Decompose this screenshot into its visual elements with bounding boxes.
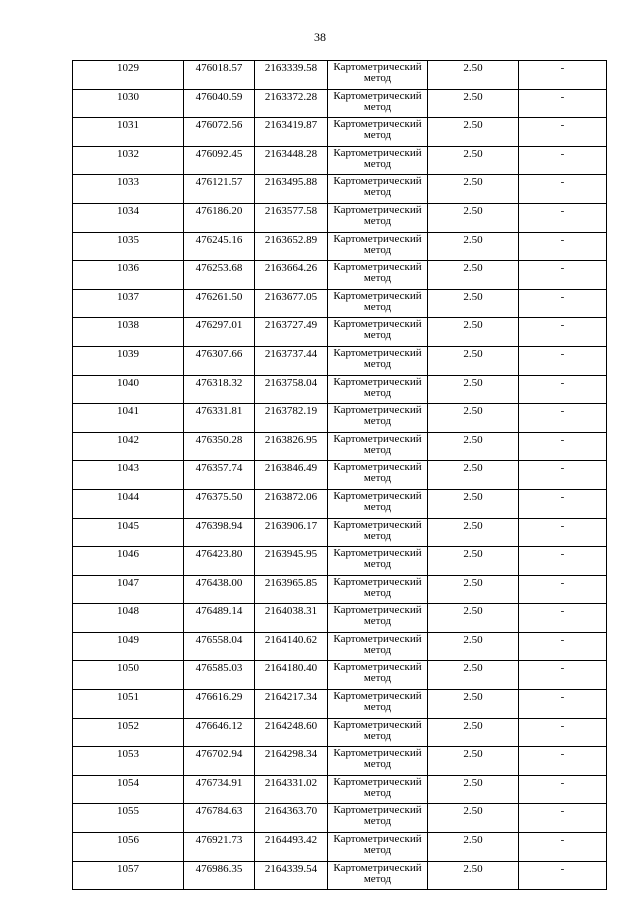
note-cell: - xyxy=(519,203,607,232)
accuracy-cell: 2.50 xyxy=(428,203,519,232)
y-coordinate-cell: 2163495.88 xyxy=(255,175,328,204)
y-coordinate-cell: 2163664.26 xyxy=(255,261,328,290)
method-line-2: метод xyxy=(363,872,392,885)
method-line-1: Картометрический xyxy=(333,261,422,274)
point-number-cell: 1034 xyxy=(73,203,184,232)
method-line-1: Картометрический xyxy=(333,661,422,674)
method-cell xyxy=(328,718,428,747)
method-cell xyxy=(328,575,428,604)
note-cell: - xyxy=(519,261,607,290)
method-cell xyxy=(328,604,428,633)
method-cell xyxy=(328,61,428,90)
note-cell: - xyxy=(519,432,607,461)
accuracy-cell: 2.50 xyxy=(428,404,519,433)
method-cell xyxy=(328,547,428,576)
method-line-2: метод xyxy=(363,443,392,456)
method-line-1: Картометрический xyxy=(333,203,422,216)
method-line-1: Картометрический xyxy=(333,175,422,188)
x-coordinate-cell: 476331.81 xyxy=(184,404,255,433)
point-number-cell: 1036 xyxy=(73,261,184,290)
method-line-1: Картометрический xyxy=(333,718,422,731)
note-cell: - xyxy=(519,489,607,518)
method-line-1: Картометрический xyxy=(333,61,422,73)
x-coordinate-cell: 476616.29 xyxy=(184,690,255,719)
method-line-2: метод xyxy=(363,186,392,199)
note-cell: - xyxy=(519,604,607,633)
x-coordinate-cell: 476702.94 xyxy=(184,747,255,776)
method-line-1: Картометрический xyxy=(333,118,422,131)
note-cell: - xyxy=(519,318,607,347)
y-coordinate-cell: 2163419.87 xyxy=(255,118,328,147)
method-line-2: метод xyxy=(363,243,392,256)
method-line-1: Картометрический xyxy=(333,632,422,645)
method-cell xyxy=(328,232,428,261)
accuracy-cell: 2.50 xyxy=(428,89,519,118)
point-number-cell: 1039 xyxy=(73,346,184,375)
method-cell xyxy=(328,318,428,347)
accuracy-cell: 2.50 xyxy=(428,661,519,690)
method-line-1: Картометрический xyxy=(333,89,422,102)
method-line-1: Картометрический xyxy=(333,518,422,531)
x-coordinate-cell: 476307.66 xyxy=(184,346,255,375)
y-coordinate-cell: 2163945.95 xyxy=(255,547,328,576)
method-line-1: Картометрический xyxy=(333,575,422,588)
x-coordinate-cell: 476375.50 xyxy=(184,489,255,518)
method-line-2: метод xyxy=(363,701,392,714)
note-cell: - xyxy=(519,404,607,433)
accuracy-cell: 2.50 xyxy=(428,833,519,862)
method-line-1: Картометрический xyxy=(333,489,422,502)
point-number-cell: 1042 xyxy=(73,432,184,461)
note-cell: - xyxy=(519,804,607,833)
note-cell: - xyxy=(519,346,607,375)
y-coordinate-cell: 2163372.28 xyxy=(255,89,328,118)
table-row xyxy=(73,518,607,547)
method-cell xyxy=(328,261,428,290)
point-number-cell: 1046 xyxy=(73,547,184,576)
note-cell: - xyxy=(519,375,607,404)
y-coordinate-cell: 2163872.06 xyxy=(255,489,328,518)
point-number-cell: 1041 xyxy=(73,404,184,433)
method-line-2: метод xyxy=(363,214,392,227)
table-row xyxy=(73,89,607,118)
y-coordinate-cell: 2163782.19 xyxy=(255,404,328,433)
note-cell: - xyxy=(519,175,607,204)
point-number-cell: 1029 xyxy=(73,61,184,90)
x-coordinate-cell: 476072.56 xyxy=(184,118,255,147)
note-cell: - xyxy=(519,575,607,604)
method-cell xyxy=(328,489,428,518)
table-row xyxy=(73,604,607,633)
x-coordinate-cell: 476253.68 xyxy=(184,261,255,290)
accuracy-cell: 2.50 xyxy=(428,432,519,461)
y-coordinate-cell: 2163448.28 xyxy=(255,146,328,175)
accuracy-cell: 2.50 xyxy=(428,804,519,833)
method-line-2: метод xyxy=(363,500,392,513)
note-cell: - xyxy=(519,861,607,890)
method-line-1: Картометрический xyxy=(333,461,422,474)
x-coordinate-cell: 476121.57 xyxy=(184,175,255,204)
table-row xyxy=(73,318,607,347)
method-cell xyxy=(328,203,428,232)
point-number-cell: 1038 xyxy=(73,318,184,347)
page-number: 38 xyxy=(314,30,326,44)
y-coordinate-cell: 2163677.05 xyxy=(255,289,328,318)
y-coordinate-cell: 2164363.70 xyxy=(255,804,328,833)
y-coordinate-cell: 2164180.40 xyxy=(255,661,328,690)
method-line-1: Картометрический xyxy=(333,232,422,245)
accuracy-cell: 2.50 xyxy=(428,861,519,890)
x-coordinate-cell: 476092.45 xyxy=(184,146,255,175)
table-row xyxy=(73,375,607,404)
y-coordinate-cell: 2163965.85 xyxy=(255,575,328,604)
table-row xyxy=(73,203,607,232)
point-number-cell: 1048 xyxy=(73,604,184,633)
accuracy-cell: 2.50 xyxy=(428,175,519,204)
method-line-2: метод xyxy=(363,300,392,313)
x-coordinate-cell: 476318.32 xyxy=(184,375,255,404)
method-line-1: Картометрический xyxy=(333,604,422,617)
method-line-2: метод xyxy=(363,672,392,685)
accuracy-cell: 2.50 xyxy=(428,461,519,490)
note-cell: - xyxy=(519,118,607,147)
note-cell: - xyxy=(519,690,607,719)
y-coordinate-cell: 2164298.34 xyxy=(255,747,328,776)
method-cell xyxy=(328,89,428,118)
x-coordinate-cell: 476558.04 xyxy=(184,632,255,661)
method-line-1: Картометрический xyxy=(333,346,422,359)
y-coordinate-cell: 2163727.49 xyxy=(255,318,328,347)
method-cell xyxy=(328,861,428,890)
table-row xyxy=(73,61,607,90)
method-line-2: метод xyxy=(363,472,392,485)
method-line-2: метод xyxy=(363,529,392,542)
method-line-1: Картометрический xyxy=(333,404,422,417)
table-row xyxy=(73,461,607,490)
y-coordinate-cell: 2164038.31 xyxy=(255,604,328,633)
y-coordinate-cell: 2164339.54 xyxy=(255,861,328,890)
y-coordinate-cell: 2163846.49 xyxy=(255,461,328,490)
point-number-cell: 1055 xyxy=(73,804,184,833)
table-row xyxy=(73,775,607,804)
point-number-cell: 1054 xyxy=(73,775,184,804)
note-cell: - xyxy=(519,747,607,776)
accuracy-cell: 2.50 xyxy=(428,575,519,604)
note-cell: - xyxy=(519,661,607,690)
method-line-2: метод xyxy=(363,129,392,142)
note-cell: - xyxy=(519,461,607,490)
method-line-2: метод xyxy=(363,815,392,828)
method-cell xyxy=(328,775,428,804)
point-number-cell: 1043 xyxy=(73,461,184,490)
point-number-cell: 1040 xyxy=(73,375,184,404)
method-line-2: метод xyxy=(363,729,392,742)
y-coordinate-cell: 2164140.62 xyxy=(255,632,328,661)
accuracy-cell: 2.50 xyxy=(428,604,519,633)
note-cell: - xyxy=(519,61,607,90)
point-number-cell: 1049 xyxy=(73,632,184,661)
table-row xyxy=(73,804,607,833)
method-cell xyxy=(328,346,428,375)
method-line-1: Картометрический xyxy=(333,861,422,874)
table-row xyxy=(73,489,607,518)
note-cell: - xyxy=(519,518,607,547)
point-number-cell: 1030 xyxy=(73,89,184,118)
table-row xyxy=(73,118,607,147)
table-row xyxy=(73,661,607,690)
y-coordinate-cell: 2163652.89 xyxy=(255,232,328,261)
x-coordinate-cell: 476297.01 xyxy=(184,318,255,347)
method-cell xyxy=(328,375,428,404)
x-coordinate-cell: 476398.94 xyxy=(184,518,255,547)
method-line-2: метод xyxy=(363,272,392,285)
y-coordinate-cell: 2163758.04 xyxy=(255,375,328,404)
x-coordinate-cell: 476423.80 xyxy=(184,547,255,576)
note-cell: - xyxy=(519,89,607,118)
coordinates-table xyxy=(72,60,607,890)
table-row xyxy=(73,861,607,890)
method-cell xyxy=(328,404,428,433)
table-row xyxy=(73,833,607,862)
method-cell xyxy=(328,690,428,719)
method-line-2: метод xyxy=(363,329,392,342)
accuracy-cell: 2.50 xyxy=(428,118,519,147)
x-coordinate-cell: 476489.14 xyxy=(184,604,255,633)
note-cell: - xyxy=(519,146,607,175)
accuracy-cell: 2.50 xyxy=(428,318,519,347)
table-row xyxy=(73,547,607,576)
point-number-cell: 1052 xyxy=(73,718,184,747)
table-row xyxy=(73,232,607,261)
point-number-cell: 1044 xyxy=(73,489,184,518)
method-line-1: Картометрический xyxy=(333,146,422,159)
method-line-1: Картометрический xyxy=(333,547,422,560)
point-number-cell: 1032 xyxy=(73,146,184,175)
x-coordinate-cell: 476646.12 xyxy=(184,718,255,747)
method-line-2: метод xyxy=(363,157,392,170)
x-coordinate-cell: 476040.59 xyxy=(184,89,255,118)
table-row xyxy=(73,346,607,375)
method-line-2: метод xyxy=(363,615,392,628)
note-cell: - xyxy=(519,232,607,261)
note-cell: - xyxy=(519,833,607,862)
x-coordinate-cell: 476245.16 xyxy=(184,232,255,261)
accuracy-cell: 2.50 xyxy=(428,775,519,804)
y-coordinate-cell: 2164248.60 xyxy=(255,718,328,747)
method-cell xyxy=(328,661,428,690)
accuracy-cell: 2.50 xyxy=(428,690,519,719)
accuracy-cell: 2.50 xyxy=(428,375,519,404)
method-line-1: Картометрический xyxy=(333,804,422,817)
y-coordinate-cell: 2164493.42 xyxy=(255,833,328,862)
method-line-2: метод xyxy=(363,386,392,399)
point-number-cell: 1056 xyxy=(73,833,184,862)
x-coordinate-cell: 476018.57 xyxy=(184,61,255,90)
accuracy-cell: 2.50 xyxy=(428,61,519,90)
point-number-cell: 1037 xyxy=(73,289,184,318)
method-line-2: метод xyxy=(363,100,392,113)
table-row xyxy=(73,261,607,290)
note-cell: - xyxy=(519,547,607,576)
method-line-1: Картометрический xyxy=(333,833,422,846)
method-line-1: Картометрический xyxy=(333,747,422,760)
accuracy-cell: 2.50 xyxy=(428,232,519,261)
accuracy-cell: 2.50 xyxy=(428,146,519,175)
point-number-cell: 1050 xyxy=(73,661,184,690)
y-coordinate-cell: 2163577.58 xyxy=(255,203,328,232)
y-coordinate-cell: 2164331.02 xyxy=(255,775,328,804)
method-line-2: метод xyxy=(363,758,392,771)
point-number-cell: 1047 xyxy=(73,575,184,604)
method-cell xyxy=(328,289,428,318)
method-line-1: Картометрический xyxy=(333,432,422,445)
method-cell xyxy=(328,432,428,461)
y-coordinate-cell: 2163737.44 xyxy=(255,346,328,375)
y-coordinate-cell: 2163339.58 xyxy=(255,61,328,90)
note-cell: - xyxy=(519,289,607,318)
x-coordinate-cell: 476350.28 xyxy=(184,432,255,461)
accuracy-cell: 2.50 xyxy=(428,747,519,776)
accuracy-cell: 2.50 xyxy=(428,289,519,318)
x-coordinate-cell: 476186.20 xyxy=(184,203,255,232)
table-row xyxy=(73,404,607,433)
table-row xyxy=(73,289,607,318)
table-row xyxy=(73,718,607,747)
method-line-2: метод xyxy=(363,586,392,599)
table-row xyxy=(73,747,607,776)
point-number-cell: 1033 xyxy=(73,175,184,204)
point-number-cell: 1045 xyxy=(73,518,184,547)
method-cell xyxy=(328,175,428,204)
y-coordinate-cell: 2164217.34 xyxy=(255,690,328,719)
x-coordinate-cell: 476585.03 xyxy=(184,661,255,690)
method-line-2: метод xyxy=(363,357,392,370)
x-coordinate-cell: 476734.91 xyxy=(184,775,255,804)
point-number-cell: 1031 xyxy=(73,118,184,147)
method-cell xyxy=(328,632,428,661)
accuracy-cell: 2.50 xyxy=(428,547,519,576)
y-coordinate-cell: 2163906.17 xyxy=(255,518,328,547)
method-cell xyxy=(328,461,428,490)
method-line-2: метод xyxy=(363,643,392,656)
method-line-2: метод xyxy=(363,844,392,857)
method-cell xyxy=(328,146,428,175)
accuracy-cell: 2.50 xyxy=(428,346,519,375)
table-body xyxy=(73,61,607,890)
table-row xyxy=(73,575,607,604)
note-cell: - xyxy=(519,632,607,661)
y-coordinate-cell: 2163826.95 xyxy=(255,432,328,461)
accuracy-cell: 2.50 xyxy=(428,261,519,290)
method-line-1: Картометрический xyxy=(333,318,422,331)
method-line-2: метод xyxy=(363,415,392,428)
method-line-2: метод xyxy=(363,72,392,84)
method-cell xyxy=(328,518,428,547)
note-cell: - xyxy=(519,718,607,747)
method-cell xyxy=(328,804,428,833)
method-cell xyxy=(328,118,428,147)
table-row xyxy=(73,432,607,461)
point-number-cell: 1035 xyxy=(73,232,184,261)
table-row xyxy=(73,632,607,661)
x-coordinate-cell: 476921.73 xyxy=(184,833,255,862)
point-number-cell: 1057 xyxy=(73,861,184,890)
x-coordinate-cell: 476986.35 xyxy=(184,861,255,890)
method-line-1: Картометрический xyxy=(333,375,422,388)
accuracy-cell: 2.50 xyxy=(428,632,519,661)
x-coordinate-cell: 476261.50 xyxy=(184,289,255,318)
table-row xyxy=(73,175,607,204)
x-coordinate-cell: 476357.74 xyxy=(184,461,255,490)
x-coordinate-cell: 476438.00 xyxy=(184,575,255,604)
accuracy-cell: 2.50 xyxy=(428,518,519,547)
point-number-cell: 1051 xyxy=(73,690,184,719)
method-line-1: Картометрический xyxy=(333,289,422,302)
method-cell xyxy=(328,833,428,862)
accuracy-cell: 2.50 xyxy=(428,489,519,518)
method-line-1: Картометрический xyxy=(333,690,422,703)
method-cell xyxy=(328,747,428,776)
table-row xyxy=(73,690,607,719)
x-coordinate-cell: 476784.63 xyxy=(184,804,255,833)
method-line-2: метод xyxy=(363,786,392,799)
note-cell: - xyxy=(519,775,607,804)
method-line-1: Картометрический xyxy=(333,775,422,788)
table-row xyxy=(73,146,607,175)
accuracy-cell: 2.50 xyxy=(428,718,519,747)
point-number-cell: 1053 xyxy=(73,747,184,776)
method-line-2: метод xyxy=(363,558,392,571)
